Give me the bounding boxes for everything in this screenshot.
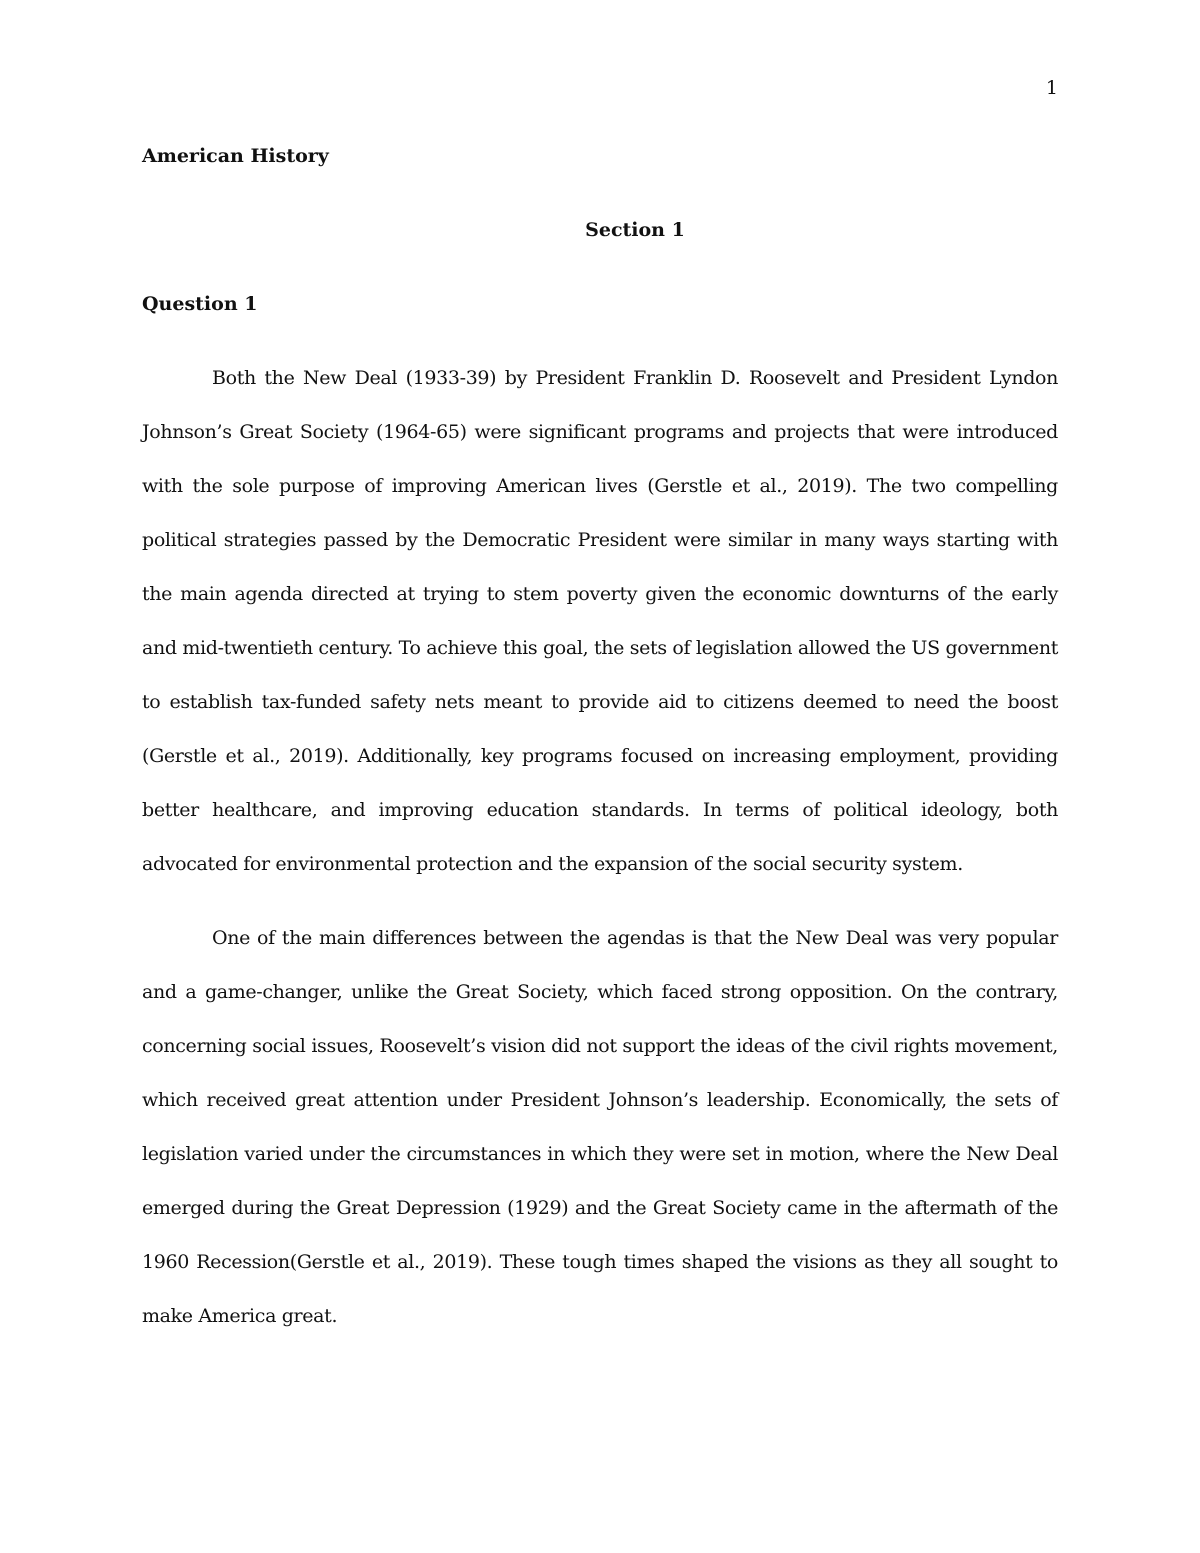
document-title: American History <box>142 145 329 167</box>
section-heading: Section 1 <box>585 219 685 241</box>
body-paragraph: One of the main differences between the agendas is that the New Deal was very popular and a game-changer, unlike the Great Society, which faced strong opposition. On the contrary, concerning social issues, Roosevelt’s vision did not support the ideas of the civil rights movement, which received great attention under President Johnson’s leadership. Economically, the sets of legislation varied under the circumstances in which they were set in motion, where the New Deal emerged during the Great Depression (1929) and the Great Society came in the aftermath of the 1960 Recession(Gerstle et al., 2019). These tough times shaped the visions as they all sought to make America great. <box>142 927 1058 1327</box>
page-number: 1 <box>1045 77 1058 99</box>
question-heading: Question 1 <box>142 293 258 315</box>
body-paragraph: Both the New Deal (1933-39) by President Franklin D. Roosevelt and President Lyndon Johnson’s Great Society (1964-65) were significant programs and projects that were introduced with the sole purpose of improving American lives (Gerstle et al., 2019). The two compelling political strategies passed by the Democratic President were similar in many ways starting with the main agenda directed at trying to stem poverty given the economic downturns of the early and mid-twentieth century. To achieve this goal, the sets of legislation allowed the US government to establish tax-funded safety nets meant to provide aid to citizens deemed to need the boost (Gerstle et al., 2019). Additionally, key programs focused on increasing employment, providing better healthcare, and improving education standards. In terms of political ideology, both advocated for environmental protection and the expansion of the social security system. <box>142 367 1058 875</box>
